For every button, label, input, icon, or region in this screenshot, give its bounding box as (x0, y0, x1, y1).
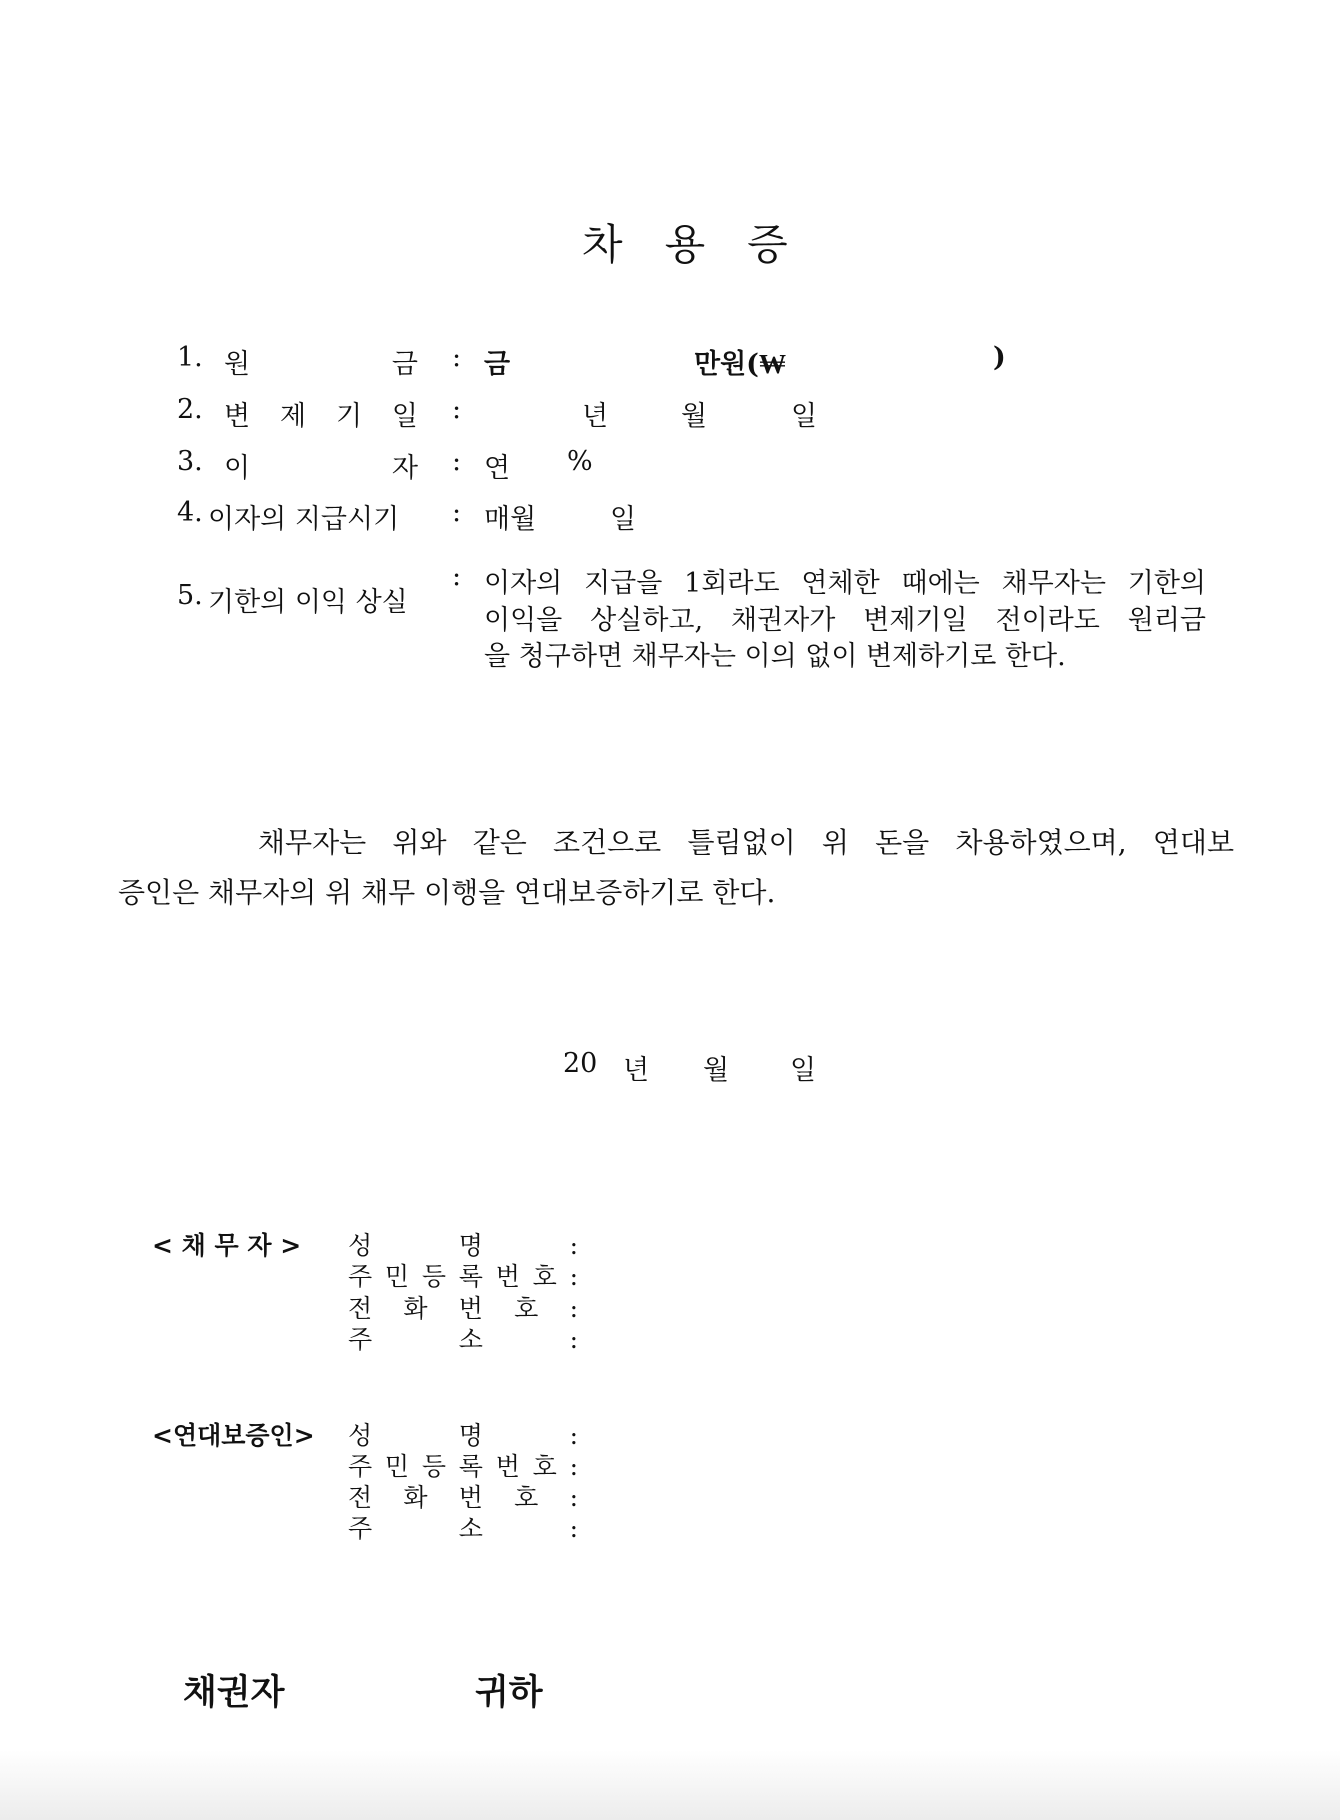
debtor-name-row (348, 1230, 578, 1261)
title-char-3: 증 (747, 220, 788, 269)
page-bottom-shadow (0, 1750, 1340, 1820)
date-month: 월 (703, 1055, 730, 1086)
debtor-phone-label: 전 화 번 호 : (348, 1294, 578, 1323)
term-colon: : (452, 342, 462, 373)
term-colon: : (452, 497, 462, 528)
debtor-id-row (348, 1261, 578, 1292)
acceleration-text-3: 을 청구하면 채무자는 이의 없이 변제하기로 한다. (484, 641, 1066, 672)
guarantor-heading: <연대보증인> (152, 1421, 315, 1450)
honorific-label: 귀하 (475, 1672, 543, 1713)
title-char-1: 차 (582, 220, 623, 269)
term-colon: : (452, 446, 462, 477)
due-month: 월 (681, 401, 708, 432)
title-char-2: 용 (664, 220, 706, 269)
guarantor-address-label: 주 소 : (348, 1514, 578, 1543)
term-number: 4. (177, 497, 203, 528)
guarantor-name-label: 성 명 : (348, 1421, 578, 1450)
document-title (582, 212, 788, 272)
term-label (224, 394, 418, 433)
term-label-text: 이자의 지급시기 (208, 504, 400, 535)
debtor-id-label: 주 민 등 록 번 호 : (348, 1262, 578, 1291)
date-prefix: 20 (563, 1048, 598, 1079)
principal-close-paren: ) (993, 342, 1006, 373)
term-label-text: 이 자 (224, 453, 418, 484)
acceleration-line-1 (484, 561, 1206, 600)
term-number: 5. (177, 580, 203, 611)
term-number: 3. (177, 446, 203, 477)
acceleration-line-2 (484, 598, 1206, 637)
guarantor-address-row (348, 1513, 578, 1544)
interest-percent: % (567, 446, 593, 477)
guarantor-id-row (348, 1451, 578, 1482)
statement-line-1-wrap (258, 818, 1234, 868)
term-label-text: 원 금 (224, 349, 418, 380)
term-colon: : (452, 394, 462, 425)
guarantor-phone-label: 전 화 번 호 : (348, 1483, 578, 1512)
due-year: 년 (582, 401, 609, 432)
debtor-heading: < 채 무 자 > (152, 1231, 302, 1260)
due-day: 일 (791, 401, 818, 432)
term-number: 1. (177, 342, 203, 373)
date-year: 년 (623, 1055, 650, 1086)
term-colon: : (452, 561, 462, 592)
acceleration-text-2: 이익을 상실하고, 채권자가 변제기일 전이라도 원리금 (484, 605, 1206, 636)
debtor-name-label: 성 명 : (348, 1231, 578, 1260)
guarantor-name-row (348, 1420, 578, 1451)
date-day: 일 (790, 1055, 817, 1086)
payment-day: 일 (610, 504, 637, 535)
debtor-phone-row (348, 1293, 578, 1324)
debtor-address-label: 주 소 : (348, 1325, 578, 1354)
interest-annual: 연 (484, 453, 511, 484)
principal-manwon: 만원(₩ (694, 349, 786, 380)
debtor-address-row (348, 1324, 578, 1355)
term-label (224, 446, 418, 485)
term-label-text: 기한의 이익 상실 (208, 587, 408, 618)
term-label (224, 342, 418, 381)
payment-monthly: 매월 (484, 504, 537, 535)
guarantor-id-label: 주 민 등 록 번 호 : (348, 1452, 578, 1481)
creditor-label: 채권자 (183, 1672, 285, 1713)
acceleration-text-1: 이자의 지급을 1회라도 연체한 때에는 채무자는 기한의 (484, 568, 1206, 599)
guarantor-phone-row (348, 1482, 578, 1513)
term-label-text: 변 제 기 일 (224, 401, 418, 432)
statement-line-2: 증인은 채무자의 위 채무 이행을 연대보증하기로 한다. (118, 876, 776, 909)
term-number: 2. (177, 394, 203, 425)
statement-line-1: 채무자는 위와 같은 조건으로 틀림없이 위 돈을 차용하였으며, 연대보 (258, 826, 1234, 859)
principal-geum: 금 (484, 349, 511, 380)
